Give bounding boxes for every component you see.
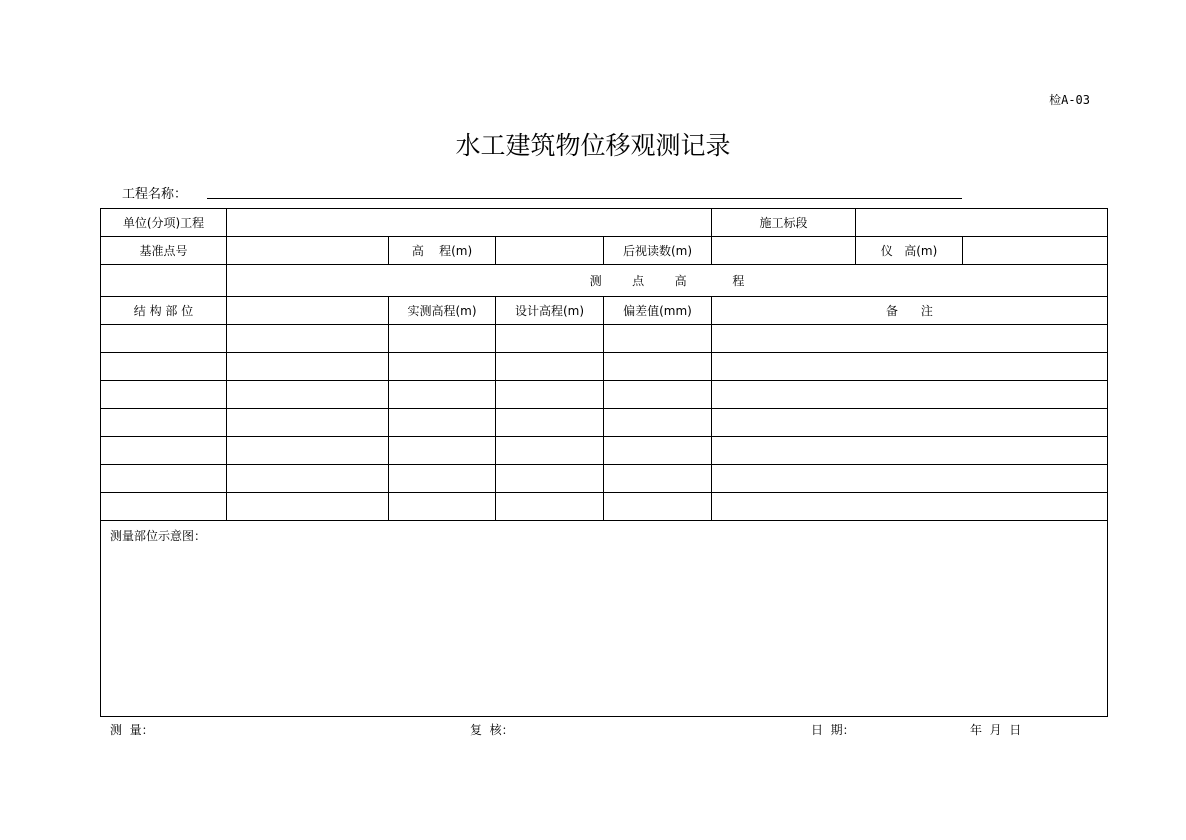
cell-measured[interactable] <box>389 353 496 381</box>
cell-design[interactable] <box>496 381 604 409</box>
cell-design[interactable] <box>496 493 604 521</box>
instrument-height-label: 仪 高(m) <box>856 237 963 265</box>
sketch-area[interactable] <box>101 521 1108 717</box>
sketch-row <box>101 521 1108 717</box>
header-blank <box>227 297 389 325</box>
cell-remarks[interactable] <box>712 381 1108 409</box>
column-header-row <box>101 297 1108 325</box>
cell-remarks[interactable] <box>712 465 1108 493</box>
cell-location[interactable] <box>101 381 227 409</box>
cell-measured[interactable] <box>389 493 496 521</box>
cell-deviation[interactable] <box>604 353 712 381</box>
table-row <box>101 437 1108 465</box>
cell-location-extra[interactable] <box>227 325 389 353</box>
cell-location[interactable] <box>101 493 227 521</box>
cell-location-extra[interactable] <box>227 493 389 521</box>
date-label: 日 期： <box>811 723 855 737</box>
benchmark-cell[interactable] <box>227 237 389 265</box>
data-rows <box>101 325 1108 521</box>
backsight-label: 后视读数(m) <box>604 237 712 265</box>
measure-point-blank <box>101 265 227 297</box>
project-name-label: 工程名称： <box>122 187 188 202</box>
cell-remarks[interactable] <box>712 409 1108 437</box>
cell-location[interactable] <box>101 409 227 437</box>
cell-location[interactable] <box>101 437 227 465</box>
cell-location-extra[interactable] <box>227 353 389 381</box>
table-row <box>101 493 1108 521</box>
sketch-label: 测量部位示意图： <box>110 529 207 543</box>
table-row <box>101 381 1108 409</box>
cell-deviation[interactable] <box>604 465 712 493</box>
header-design-elevation: 设计高程(m) <box>496 297 604 325</box>
cell-measured[interactable] <box>389 409 496 437</box>
cell-location-extra[interactable] <box>227 465 389 493</box>
elevation-cell[interactable] <box>496 237 604 265</box>
cell-location[interactable] <box>101 465 227 493</box>
cell-deviation[interactable] <box>604 409 712 437</box>
cell-location-extra[interactable] <box>227 409 389 437</box>
unit-project-cell[interactable] <box>227 209 712 237</box>
table-row <box>101 353 1108 381</box>
cell-measured[interactable] <box>389 381 496 409</box>
cell-deviation[interactable] <box>604 381 712 409</box>
construction-section-cell[interactable] <box>856 209 1108 237</box>
date-ymd-label: 年 月 日 <box>970 723 1022 737</box>
cell-measured[interactable] <box>389 465 496 493</box>
form-code: 检A-03 <box>1049 93 1090 107</box>
cell-remarks[interactable] <box>712 437 1108 465</box>
cell-measured[interactable] <box>389 437 496 465</box>
cell-deviation[interactable] <box>604 493 712 521</box>
project-name-underline <box>207 198 962 199</box>
unit-project-label: 单位(分项)工程 <box>101 209 227 237</box>
table-row <box>101 325 1108 353</box>
reviewer-label: 复 核： <box>470 723 514 737</box>
header-structure-location: 结 构 部 位 <box>101 297 227 325</box>
cell-measured[interactable] <box>389 325 496 353</box>
cell-remarks[interactable] <box>712 493 1108 521</box>
benchmark-label: 基准点号 <box>101 237 227 265</box>
header-remarks: 备 注 <box>712 297 1108 325</box>
cell-deviation[interactable] <box>604 437 712 465</box>
cell-location[interactable] <box>101 325 227 353</box>
header-measured-elevation: 实测高程(m) <box>389 297 496 325</box>
header-deviation: 偏差值(mm) <box>604 297 712 325</box>
cell-design[interactable] <box>496 409 604 437</box>
observation-table <box>100 208 1108 717</box>
cell-design[interactable] <box>496 437 604 465</box>
unit-row <box>101 209 1108 237</box>
cell-design[interactable] <box>496 465 604 493</box>
cell-location-extra[interactable] <box>227 437 389 465</box>
elevation-label: 高 程(m) <box>389 237 496 265</box>
cell-remarks[interactable] <box>712 325 1108 353</box>
table-row <box>101 409 1108 437</box>
measure-point-elevation-label: 测 点 高 程 <box>227 265 1108 297</box>
cell-deviation[interactable] <box>604 325 712 353</box>
cell-design[interactable] <box>496 353 604 381</box>
table-row <box>101 465 1108 493</box>
surveyor-label: 测 量： <box>110 723 154 737</box>
instrument-height-cell[interactable] <box>963 237 1108 265</box>
construction-section-label: 施工标段 <box>712 209 856 237</box>
measure-point-row <box>101 265 1108 297</box>
benchmark-row <box>101 237 1108 265</box>
cell-design[interactable] <box>496 325 604 353</box>
page-title: 水工建筑物位移观测记录 <box>455 131 731 160</box>
cell-remarks[interactable] <box>712 353 1108 381</box>
backsight-cell[interactable] <box>712 237 856 265</box>
cell-location-extra[interactable] <box>227 381 389 409</box>
cell-location[interactable] <box>101 353 227 381</box>
